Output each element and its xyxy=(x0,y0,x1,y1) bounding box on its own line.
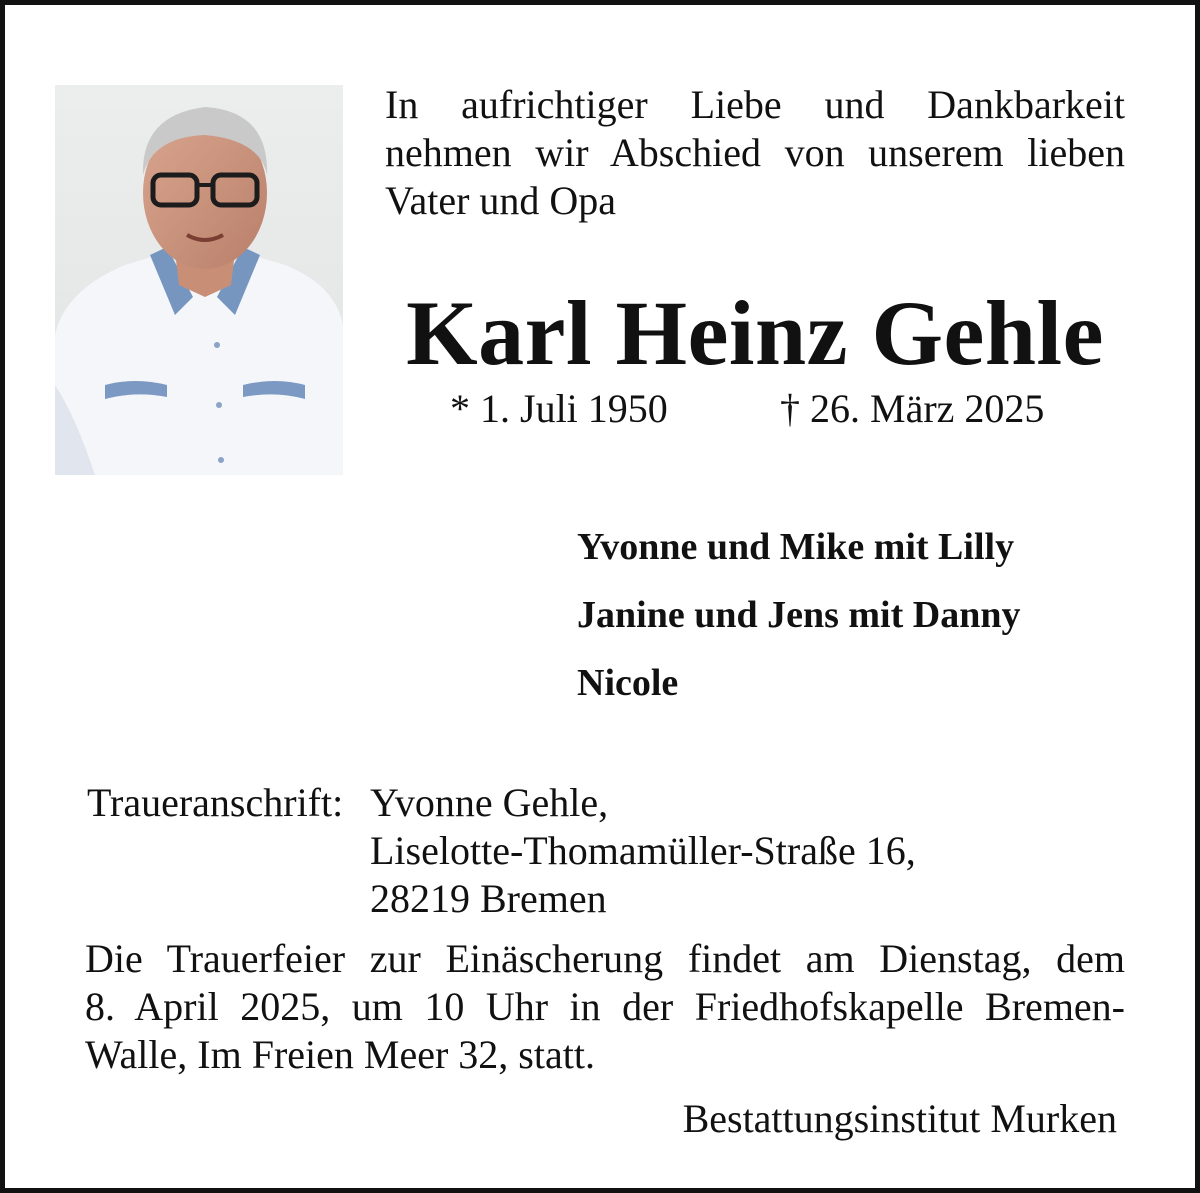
address-line: 28219 Bremen xyxy=(370,876,607,921)
deceased-name: Karl Heinz Gehle xyxy=(406,282,1104,384)
mourner-line: Yvonne und Mike mit Lilly xyxy=(577,526,1015,568)
mourners-list xyxy=(577,513,1137,717)
address-label: Traueranschrift: xyxy=(87,780,344,825)
service-line-2: 8. April 2025, um 10 Uhr in der Friedhofskapelle Bremen- xyxy=(85,984,1125,1029)
address-line: Liselotte-Thomamüller-Straße 16, xyxy=(370,828,916,873)
death-date: † 26. März 2025 xyxy=(780,386,1045,431)
service-line-3: Walle, Im Freien Meer 32, statt. xyxy=(85,1032,595,1077)
portrait-photo xyxy=(55,85,343,475)
undertaker-name: Bestattungsinstitut Murken xyxy=(682,1096,1117,1141)
intro-text xyxy=(385,81,1125,225)
intro-line-2: nehmen wir Abschied von unserem lieben xyxy=(385,130,1125,175)
mourning-address xyxy=(370,779,916,923)
mourner-line: Janine und Jens mit Danny xyxy=(577,594,1021,636)
intro-line-3: Vater und Opa xyxy=(385,178,617,223)
funeral-service-text xyxy=(85,935,1125,1079)
service-line-1: Die Trauerfeier zur Einäscherung findet am Dienstag, dem xyxy=(85,936,1125,981)
address-line: Yvonne Gehle, xyxy=(370,780,609,825)
birth-date: * 1. Juli 1950 xyxy=(450,386,668,431)
mourner-line: Nicole xyxy=(577,662,679,704)
intro-line-1: In aufrichtiger Liebe und Dankbarkeit xyxy=(385,82,1125,127)
